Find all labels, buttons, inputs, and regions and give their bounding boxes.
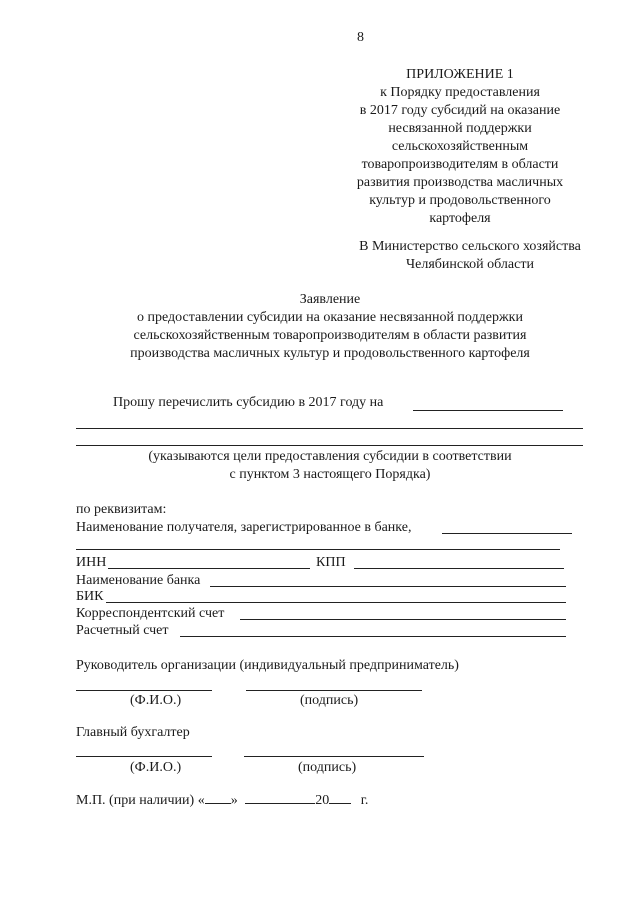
recipient-field-line-2[interactable] bbox=[76, 549, 560, 550]
statement-line: сельскохозяйственным товаропроизводителям в области развития bbox=[133, 328, 527, 343]
statement-line: о предоставлении субсидии на оказание несвязанной поддержки bbox=[137, 310, 523, 325]
appendix-line: культур и продовольственного bbox=[369, 193, 551, 208]
inn-label: ИНН bbox=[76, 555, 107, 570]
bank-name-label: Наименование банка bbox=[76, 573, 201, 588]
request-text: Прошу перечислить субсидию в 2017 году на bbox=[113, 395, 384, 410]
appendix-line: товаропроизводителям в области bbox=[361, 157, 559, 172]
year-suffix: г. bbox=[360, 793, 369, 808]
inn-field[interactable] bbox=[108, 568, 310, 569]
appendix-header bbox=[332, 66, 588, 228]
request-purpose-field[interactable] bbox=[413, 410, 563, 411]
appendix-line: несвязанной поддержки bbox=[388, 121, 532, 136]
head-fio-field[interactable] bbox=[76, 690, 212, 691]
bik-label: БИК bbox=[76, 589, 104, 604]
appendix-line: в 2017 году субсидий на оказание bbox=[359, 103, 561, 118]
recipient-field[interactable] bbox=[442, 533, 572, 534]
bank-name-field[interactable] bbox=[210, 586, 566, 587]
appendix-line: картофеля bbox=[429, 211, 491, 226]
mp-label: М.П. (при наличии) « bbox=[76, 793, 205, 808]
account-field[interactable] bbox=[180, 636, 566, 637]
addressee bbox=[340, 238, 600, 274]
appendix-line: к Порядку предоставления bbox=[380, 85, 540, 100]
year-prefix: 20 bbox=[315, 793, 330, 808]
accountant-sign-label: (подпись) bbox=[298, 760, 357, 775]
close-quote: » bbox=[230, 793, 238, 808]
purpose-note-line: с пунктом 3 настоящего Порядка) bbox=[229, 467, 431, 482]
addressee-line: Челябинской области bbox=[406, 257, 534, 272]
head-title: Руководитель организации (индивидуальный предприниматель) bbox=[76, 658, 459, 673]
appendix-title: ПРИЛОЖЕНИЕ 1 bbox=[406, 67, 514, 82]
purpose-field-line-2[interactable] bbox=[76, 428, 583, 429]
addressee-line: В Министерство сельского хозяйства bbox=[359, 239, 581, 254]
appendix-line: сельскохозяйственным bbox=[391, 139, 529, 154]
statement-line: производства масличных культур и продовольственного картофеля bbox=[130, 346, 530, 361]
head-sign-field[interactable] bbox=[246, 690, 422, 691]
day-field[interactable] bbox=[205, 790, 231, 804]
corr-account-field[interactable] bbox=[240, 619, 566, 620]
accountant-title: Главный бухгалтер bbox=[76, 725, 190, 740]
page-number: 8 bbox=[357, 30, 364, 45]
statement-block bbox=[60, 291, 600, 363]
head-fio-label: (Ф.И.О.) bbox=[130, 693, 182, 708]
purpose-field-line-3[interactable] bbox=[76, 445, 583, 446]
year-field[interactable] bbox=[329, 790, 351, 804]
purpose-note-line: (указываются цели предоставления субсидии в соответствии bbox=[148, 449, 512, 464]
kpp-label: КПП bbox=[316, 555, 346, 570]
accountant-fio-field[interactable] bbox=[76, 756, 212, 757]
accountant-fio-label: (Ф.И.О.) bbox=[130, 760, 182, 775]
recipient-label: Наименование получателя, зарегистрированное в банке, bbox=[76, 520, 412, 535]
bik-field[interactable] bbox=[106, 602, 566, 603]
kpp-field[interactable] bbox=[354, 568, 564, 569]
corr-account-label: Корреспондентский счет bbox=[76, 606, 225, 621]
month-field[interactable] bbox=[245, 790, 315, 804]
account-label: Расчетный счет bbox=[76, 623, 169, 638]
accountant-sign-field[interactable] bbox=[244, 756, 424, 757]
head-sign-label: (подпись) bbox=[300, 693, 359, 708]
requisites-intro: по реквизитам: bbox=[76, 502, 167, 517]
purpose-note bbox=[90, 448, 570, 484]
appendix-line: развития производства масличных bbox=[356, 175, 564, 190]
stamp-date-line bbox=[76, 790, 368, 809]
statement-title: Заявление bbox=[299, 292, 361, 307]
